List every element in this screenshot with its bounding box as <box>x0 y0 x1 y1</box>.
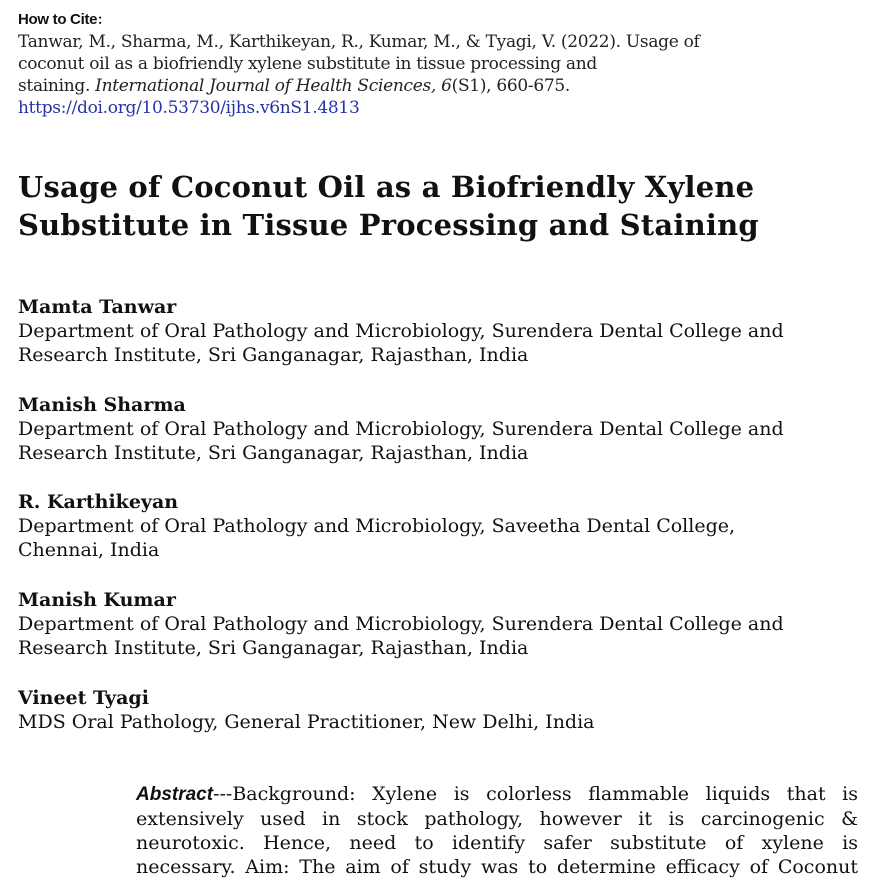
author-affiliation: MDS Oral Pathology, General Practitioner, New Delhi, India <box>18 711 595 733</box>
citation-text <box>18 31 818 97</box>
author-affiliation: Department of Oral Pathology and Microbiology, Saveetha Dental College, Chennai, India <box>18 515 736 561</box>
author-1 <box>18 295 868 367</box>
citation-line-1: Tanwar, M., Sharma, M., Karthikeyan, R., Kumar, M., & Tyagi, V. (2022). Usage of <box>18 32 700 52</box>
author-affiliation: Department of Oral Pathology and Microbiology, Surendera Dental College and Research Institute, Sri Ganganagar, Rajasthan, India <box>18 418 784 464</box>
author-name: Mamta Tanwar <box>18 296 177 318</box>
paper-title-line-2: Substitute in Tissue Processing and Staining <box>18 208 759 242</box>
paper-title <box>18 168 858 244</box>
citation-doi-link[interactable]: https://doi.org/10.53730/ijhs.v6nS1.4813 <box>18 98 360 118</box>
citation-journal: International Journal of Health Sciences, 6 <box>95 76 452 96</box>
abstract-line-1: Abstract---Background: Xylene is colorless flammable liquids that is <box>136 783 858 805</box>
citation-heading: How to Cite <box>18 11 98 28</box>
citation-line-3-pre: staining. <box>18 76 96 96</box>
author-4 <box>18 588 868 660</box>
abstract-line-4: necessary. Aim: The aim of study was to determine efficacy of Coconut <box>136 856 858 878</box>
author-3 <box>18 490 868 562</box>
author-affiliation: Department of Oral Pathology and Microbiology, Surendera Dental College and Research Institute, Sri Ganganagar, Rajasthan, India <box>18 613 784 659</box>
author-affiliation: Department of Oral Pathology and Microbiology, Surendera Dental College and Research Institute, Sri Ganganagar, Rajasthan, India <box>18 320 784 366</box>
author-2 <box>18 393 868 465</box>
citation-line-2: coconut oil as a biofriendly xylene substitute in tissue processing and <box>18 54 597 74</box>
author-name: Manish Kumar <box>18 589 176 611</box>
author-name: Vineet Tyagi <box>18 687 149 709</box>
paper-title-line-1: Usage of Coconut Oil as a Biofriendly Xylene <box>18 170 755 204</box>
citation-line-3-post: (S1), 660-675. <box>451 76 571 96</box>
author-5 <box>18 686 868 734</box>
author-name: R. Karthikeyan <box>18 491 179 513</box>
citation-heading-colon: : <box>97 9 103 29</box>
abstract-line-3: neurotoxic. Hence, need to identify safer substitute of xylene is <box>136 832 858 854</box>
author-name: Manish Sharma <box>18 394 186 416</box>
abstract-line-2: extensively used in stock pathology, however it is carcinogenic & <box>136 808 858 830</box>
abstract-label: Abstract <box>136 784 214 805</box>
abstract <box>136 782 858 879</box>
citation-block <box>18 8 818 119</box>
